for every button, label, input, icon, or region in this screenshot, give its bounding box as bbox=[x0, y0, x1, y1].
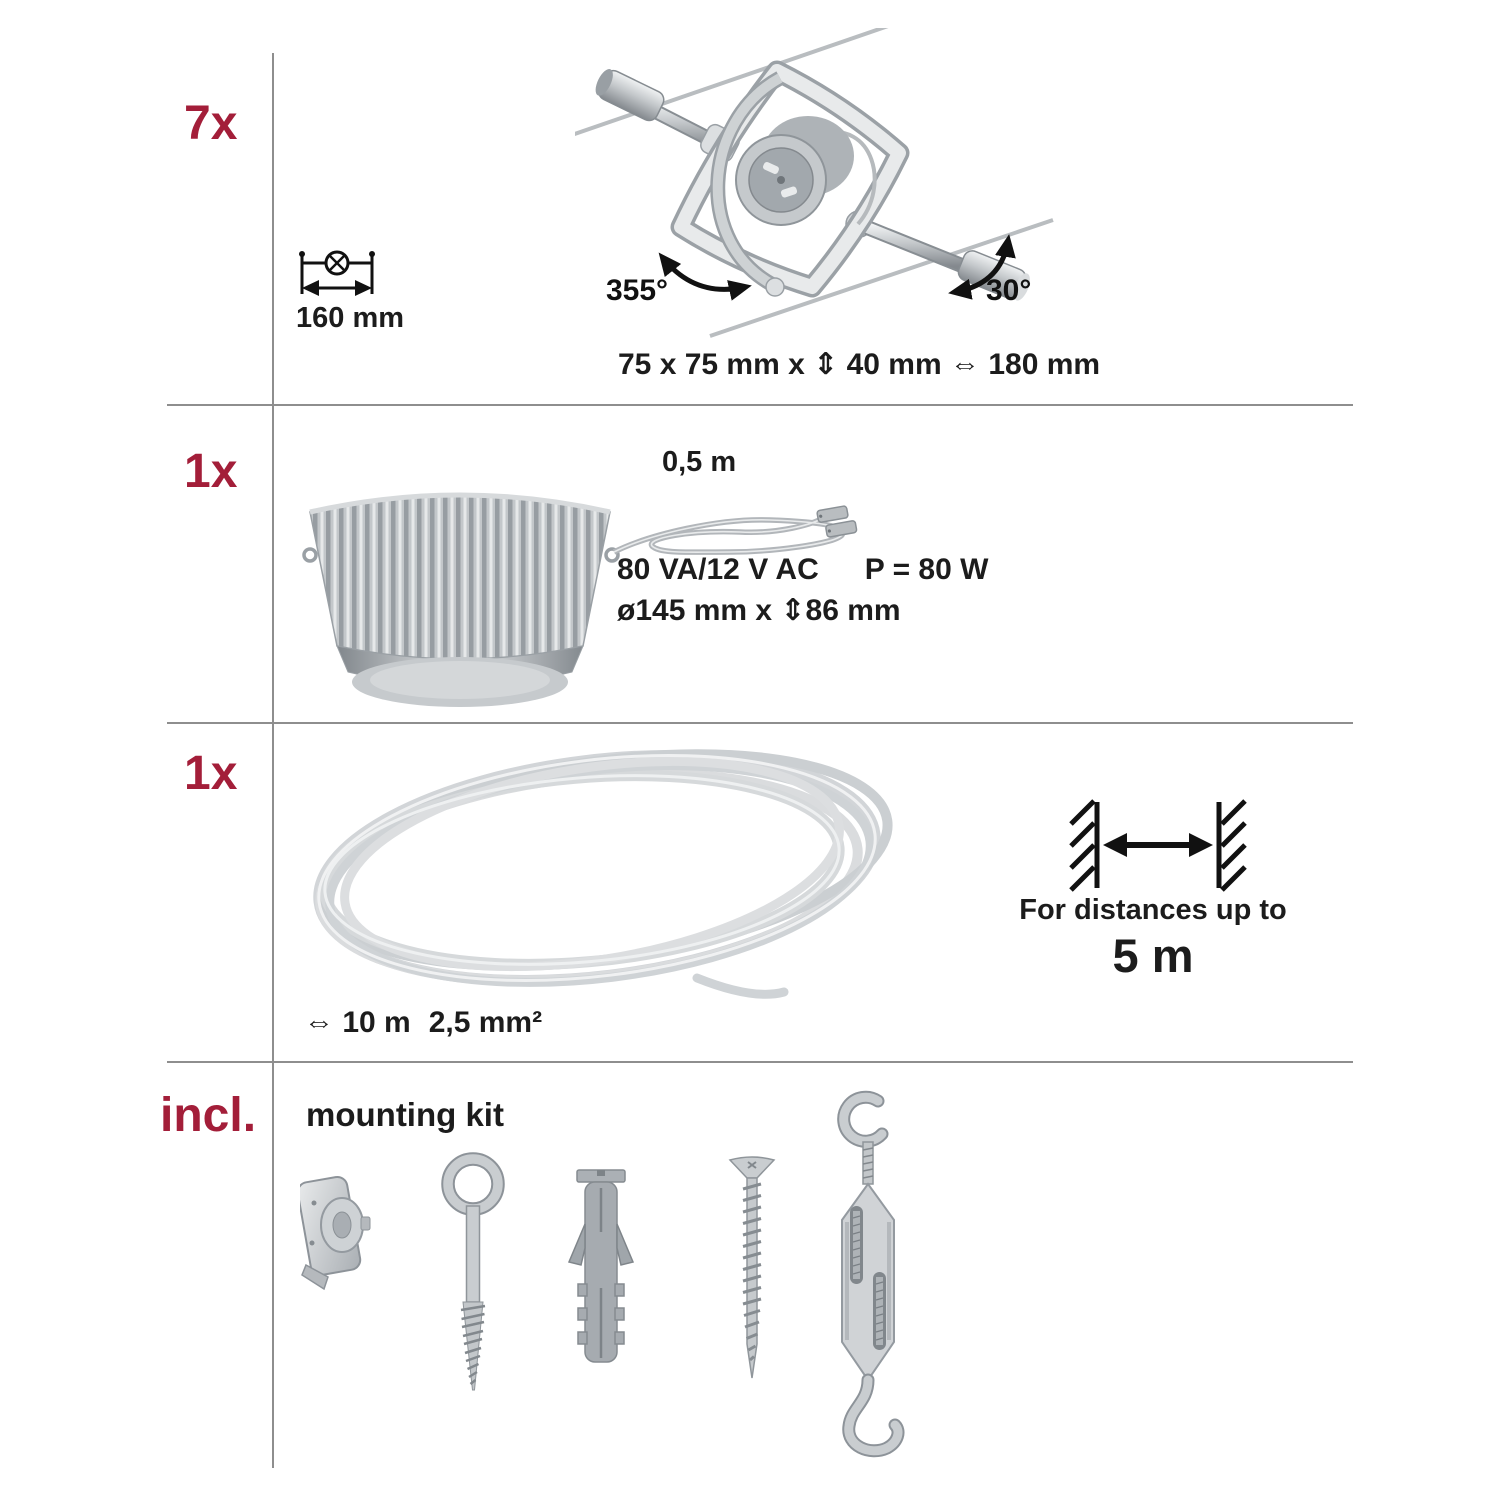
tilt-angle-label: 30° bbox=[986, 274, 1032, 307]
transformer-cable-length-label: 0,5 m bbox=[662, 446, 737, 478]
divider-row1 bbox=[167, 404, 1353, 406]
distance-value-label: 5 m bbox=[1112, 929, 1194, 982]
lamp-spacing-label: 160 mm bbox=[296, 302, 405, 334]
turnbuckle-hook-image bbox=[818, 1090, 918, 1462]
quantity-label-transformer: 1x bbox=[184, 445, 238, 498]
transformer-dimensions-label: ø145 mm x ⇕86 mm bbox=[617, 594, 901, 627]
cable-length-label bbox=[304, 1006, 542, 1040]
power-value: P = 80 W bbox=[864, 553, 989, 586]
wall-plug-image bbox=[566, 1168, 636, 1368]
cable-connectors bbox=[817, 505, 857, 539]
cable-cross-section-value: 2,5 mm² bbox=[428, 1006, 543, 1039]
eye-screw-image bbox=[436, 1150, 506, 1400]
rotation-angle-label: 355° bbox=[606, 274, 669, 307]
lamp-spacing-icon bbox=[296, 248, 378, 300]
cable-wall-fixing-image bbox=[300, 1163, 378, 1298]
quantity-label-cable: 1x bbox=[184, 747, 238, 800]
cable-coil-image bbox=[292, 740, 912, 1020]
distance-caption-label: For distances up to bbox=[1019, 894, 1287, 926]
divider-vertical bbox=[272, 53, 274, 1468]
divider-row3 bbox=[167, 1061, 1353, 1063]
cable-length-value: ⇔ 10 m bbox=[304, 1006, 411, 1039]
wall-distance-icon bbox=[1063, 798, 1253, 893]
quantity-label-included: incl. bbox=[160, 1089, 257, 1142]
quantity-label-spotlight: 7x bbox=[184, 97, 238, 150]
screw-image bbox=[722, 1152, 782, 1387]
rating-value: 80 VA/12 V AC bbox=[617, 553, 819, 586]
spotlight-dimensions-label: 75 x 75 mm x ⇕ 40 mm ⇔ 180 mm bbox=[618, 348, 1101, 381]
transformer-rating-label bbox=[617, 553, 988, 587]
mounting-kit-title: mounting kit bbox=[306, 1096, 504, 1133]
